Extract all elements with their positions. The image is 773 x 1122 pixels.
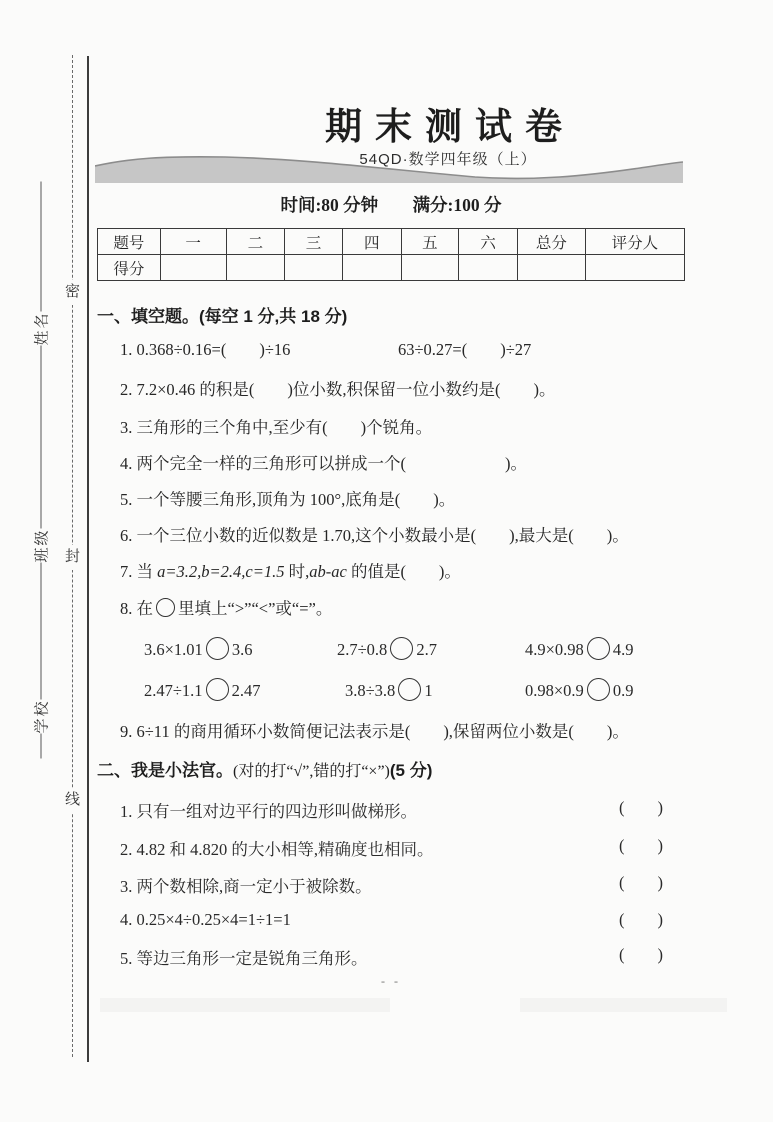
s1-item8-pre: 8. 在 xyxy=(120,599,153,618)
compare-circle-icon xyxy=(156,598,175,617)
answer-bracket: ( ) xyxy=(619,910,663,929)
header-col-6: 六 xyxy=(459,229,518,255)
full-score: 满分:100 分 xyxy=(412,195,502,215)
s1-item7-part: 的值是( )。 xyxy=(346,562,461,581)
header-col-2: 二 xyxy=(226,229,285,255)
comparison xyxy=(144,678,260,701)
score-cell xyxy=(342,255,401,281)
s1-item7-part: 7. 当 xyxy=(120,562,158,581)
compare-circle-icon xyxy=(587,637,610,660)
s1-item6: 6. 一个三位小数的近似数是 1.70,这个小数最小是( ),最大是( )。 xyxy=(120,526,629,545)
blank-line xyxy=(40,734,42,759)
compare-circle-icon xyxy=(206,678,229,701)
s2-item3 xyxy=(120,873,663,897)
comparison-row-2 xyxy=(97,678,685,704)
judge-text: 2. 4.82 和 4.820 的大小相等,精确度也相同。 xyxy=(120,840,434,859)
s1-item7-part: 时, xyxy=(284,562,310,581)
answer-bracket: ( ) xyxy=(619,945,663,964)
score-cell xyxy=(517,255,585,281)
s1-item1 xyxy=(120,340,290,360)
section2-heading-score: (5 分) xyxy=(389,761,433,780)
cmp-right: 2.7 xyxy=(416,640,437,659)
time-limit: 时间:80 分钟 xyxy=(280,195,379,215)
compare-circle-icon xyxy=(206,637,229,660)
score-cell xyxy=(285,255,343,281)
name-blank-line xyxy=(40,182,42,312)
s2-item1 xyxy=(120,798,663,822)
school-blank-line xyxy=(40,563,42,700)
comparison xyxy=(144,637,252,660)
class-label: 班级 xyxy=(34,528,50,563)
s1-item1-left: 1. 0.368÷0.16=( )÷16 xyxy=(120,340,291,359)
cmp-right: 4.9 xyxy=(612,640,634,659)
compare-circle-icon xyxy=(587,678,610,701)
section1-heading: 一、填空题。(每空 1 分,共 18 分) xyxy=(97,307,348,326)
section2-heading xyxy=(97,756,432,781)
s1-item8 xyxy=(120,595,332,619)
cmp-right: 0.9 xyxy=(612,681,634,700)
seal-char-mi: 密 xyxy=(63,280,82,305)
s1-item7 xyxy=(120,558,461,582)
header-col-1: 一 xyxy=(160,229,226,255)
s2-item5 xyxy=(120,945,663,969)
comparison xyxy=(525,678,633,701)
header-col-4: 四 xyxy=(342,229,401,255)
s1-item7-expr: ab-ac xyxy=(309,562,347,581)
comparison-row-1 xyxy=(97,637,685,663)
header-question-no: 题号 xyxy=(98,229,161,255)
s2-item2 xyxy=(120,836,663,860)
comparison xyxy=(345,678,433,701)
score-cell xyxy=(160,255,226,281)
s1-item2: 2. 7.2×0.46 的积是( )位小数,积保留一位小数约是( )。 xyxy=(120,380,556,399)
class-blank-line xyxy=(40,346,42,529)
score-cell xyxy=(585,255,684,281)
school-label: 学校 xyxy=(34,699,50,734)
cmp-right: 3.6 xyxy=(231,640,253,659)
seal-char-xian: 线 xyxy=(63,788,82,813)
answer-bracket: ( ) xyxy=(619,836,663,855)
s1-item9: 9. 6÷11 的商用循环小数简便记法表示是( ),保留两位小数是( )。 xyxy=(120,722,629,741)
cmp-left: 2.47÷1.1 xyxy=(144,681,203,700)
cmp-left: 3.8÷3.8 xyxy=(345,681,396,700)
s1-item5: 5. 一个等腰三角形,顶角为 100°,底角是( )。 xyxy=(120,490,456,509)
name-label: 姓名 xyxy=(34,311,50,346)
exam-meta-line xyxy=(97,192,685,217)
score-cell xyxy=(401,255,459,281)
header-grader: 评分人 xyxy=(585,229,684,255)
header-col-3: 三 xyxy=(285,229,343,255)
score-cell xyxy=(459,255,518,281)
cmp-left: 2.7÷0.8 xyxy=(337,640,388,659)
compare-circle-icon xyxy=(390,637,413,660)
judge-text: 5. 等边三角形一定是锐角三角形。 xyxy=(120,949,368,968)
judge-text: 3. 两个数相除,商一定小于被除数。 xyxy=(120,877,372,896)
scan-artifact xyxy=(100,998,390,1012)
s2-item4 xyxy=(120,910,663,930)
page-number-marker: - - xyxy=(381,974,401,988)
seal-char-feng: 封 xyxy=(63,545,82,570)
cmp-left: 3.6×1.01 xyxy=(144,640,203,659)
score-cell xyxy=(226,255,285,281)
s1-item3: 3. 三角形的三个角中,至少有( )个锐角。 xyxy=(120,418,433,437)
scan-artifact xyxy=(520,998,727,1012)
answer-bracket: ( ) xyxy=(619,798,663,817)
header-col-5: 五 xyxy=(401,229,459,255)
student-info-line xyxy=(30,182,52,759)
page-subtitle: 54QD·数学四年级（上） xyxy=(359,151,537,168)
answer-bracket: ( ) xyxy=(619,873,663,892)
score-table-header-row xyxy=(98,229,685,255)
score-row-label: 得分 xyxy=(98,255,161,281)
section2-heading-note: (对的打“√”,错的打“×”) xyxy=(233,763,390,780)
comparison xyxy=(525,637,633,660)
s1-item8-post: 里填上“>”“<”或“=”。 xyxy=(178,599,333,618)
judge-text: 1. 只有一组对边平行的四边形叫做梯形。 xyxy=(120,802,417,821)
header-total: 总分 xyxy=(517,229,585,255)
judge-text: 4. 0.25×4÷0.25×4=1÷1=1 xyxy=(120,910,291,929)
wave-decoration xyxy=(95,154,683,185)
comparison xyxy=(337,637,437,660)
score-table xyxy=(97,228,685,281)
s1-item4: 4. 两个完全一样的三角形可以拼成一个( )。 xyxy=(120,454,527,473)
cmp-left: 4.9×0.98 xyxy=(525,640,584,659)
s1-item7-vars: a=3.2,b=2.4,c=1.5 xyxy=(157,562,285,581)
score-table-score-row xyxy=(98,255,685,281)
cmp-right: 2.47 xyxy=(231,681,261,700)
page-title: 期末测试卷 xyxy=(325,107,575,148)
margin-solid-line xyxy=(87,56,89,1062)
cmp-right: 1 xyxy=(424,681,433,700)
compare-circle-icon xyxy=(398,678,421,701)
section2-heading-main: 二、我是小法官。 xyxy=(97,761,233,780)
s1-item1b: 63÷0.27=( )÷27 xyxy=(398,340,532,359)
cmp-left: 0.98×0.9 xyxy=(525,681,584,700)
